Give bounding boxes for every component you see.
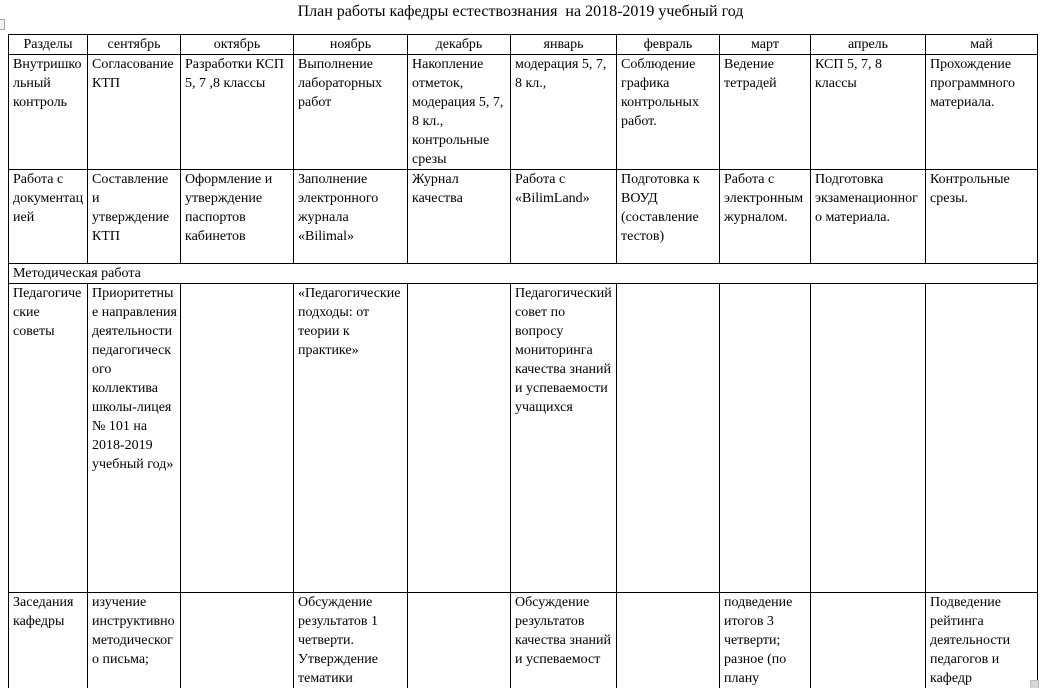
table-cell: Оформление и утверждение паспортов кабинетов	[181, 170, 294, 264]
table-cell: Приоритетные направления деятельности педагогического коллектива школы-лицея № 101 на 2018-2019 учебный год»	[88, 284, 181, 593]
table-header-row	[9, 35, 1038, 55]
table-row-documentation	[9, 170, 1038, 264]
column-header-october: октябрь	[181, 35, 294, 55]
table-cell: Накопление отметок, модерация 5, 7, 8 кл., контрольные срезы	[408, 55, 511, 170]
table-cell: Подготовка экзаменационного материала.	[811, 170, 926, 264]
document-table	[8, 34, 1038, 688]
column-header-september: сентябрь	[88, 35, 181, 55]
table-cell: изучение инструктивно методического письма;	[88, 593, 181, 688]
table-section-divider-row	[9, 264, 1038, 284]
table-cell	[811, 593, 926, 688]
table-cell: Выполнение лабораторных работ	[294, 55, 408, 170]
table-cell: модерация 5, 7, 8 кл.,	[511, 55, 617, 170]
table-cell	[926, 284, 1038, 593]
table-cell: Заполнение электронного журнала «Bilimal»	[294, 170, 408, 264]
table-cell: Контрольные срезы.	[926, 170, 1038, 264]
column-header-february: февраль	[617, 35, 720, 55]
table-cell	[408, 284, 511, 593]
table-cell	[617, 593, 720, 688]
column-header-april: апрель	[811, 35, 926, 55]
table-cell: Журнал качества	[408, 170, 511, 264]
table-row-school-control	[9, 55, 1038, 170]
table-cell: «Педагогические подходы: от теории к практике»	[294, 284, 408, 593]
table-resize-handle-icon[interactable]	[1030, 680, 1039, 688]
table-cell	[720, 284, 811, 593]
table-cell	[181, 284, 294, 593]
column-header-january: январь	[511, 35, 617, 55]
row-label: Заседания кафедры	[9, 593, 88, 688]
table-cell: подведение итогов 3 четверти; разное (по плану	[720, 593, 811, 688]
table-row-pedagogical-councils	[9, 284, 1038, 593]
column-header-november: ноябрь	[294, 35, 408, 55]
column-header-march: март	[720, 35, 811, 55]
table-cell: Согласование КТП	[88, 55, 181, 170]
table-cell: Ведение тетрадей	[720, 55, 811, 170]
table-cell: Разработки КСП 5, 7 ,8 классы	[181, 55, 294, 170]
column-header-december: декабрь	[408, 35, 511, 55]
table-cell: Подведение рейтинга деятельности педагогов и кафедр	[926, 593, 1038, 688]
document-title: План работы кафедры естествознания на 2018-2019 учебный год	[297, 3, 744, 20]
table-cell	[408, 593, 511, 688]
table-cell	[811, 284, 926, 593]
table-cell: Педагогический совет по вопросу мониторинга качества знаний и успеваемости учащихся	[511, 284, 617, 593]
table-cell: Составление и утверждение КТП	[88, 170, 181, 264]
row-label: Работа с документацией	[9, 170, 88, 264]
row-label: Педагогические советы	[9, 284, 88, 593]
column-header-sections: Разделы	[9, 35, 88, 55]
section-divider: Методическая работа	[9, 264, 1038, 284]
row-label: Внутришкольный контроль	[9, 55, 88, 170]
table-cell: Подготовка к ВОУД (составление тестов)	[617, 170, 720, 264]
table-cell: Прохождение программного материала.	[926, 55, 1038, 170]
table-move-handle-icon[interactable]	[0, 19, 5, 30]
table-row-department-meetings	[9, 593, 1038, 688]
table-cell: Работа с «BilimLand»	[511, 170, 617, 264]
table-cell: Обсуждение результатов 1 четверти. Утверждение тематики	[294, 593, 408, 688]
table-cell	[181, 593, 294, 688]
column-header-may: май	[926, 35, 1038, 55]
table-cell: Работа с электронным журналом.	[720, 170, 811, 264]
table-cell	[617, 284, 720, 593]
table-cell: Соблюдение графика контрольных работ.	[617, 55, 720, 170]
table-cell: Обсуждение результатов качества знаний и успеваемост	[511, 593, 617, 688]
table-cell: КСП 5, 7, 8 классы	[811, 55, 926, 170]
